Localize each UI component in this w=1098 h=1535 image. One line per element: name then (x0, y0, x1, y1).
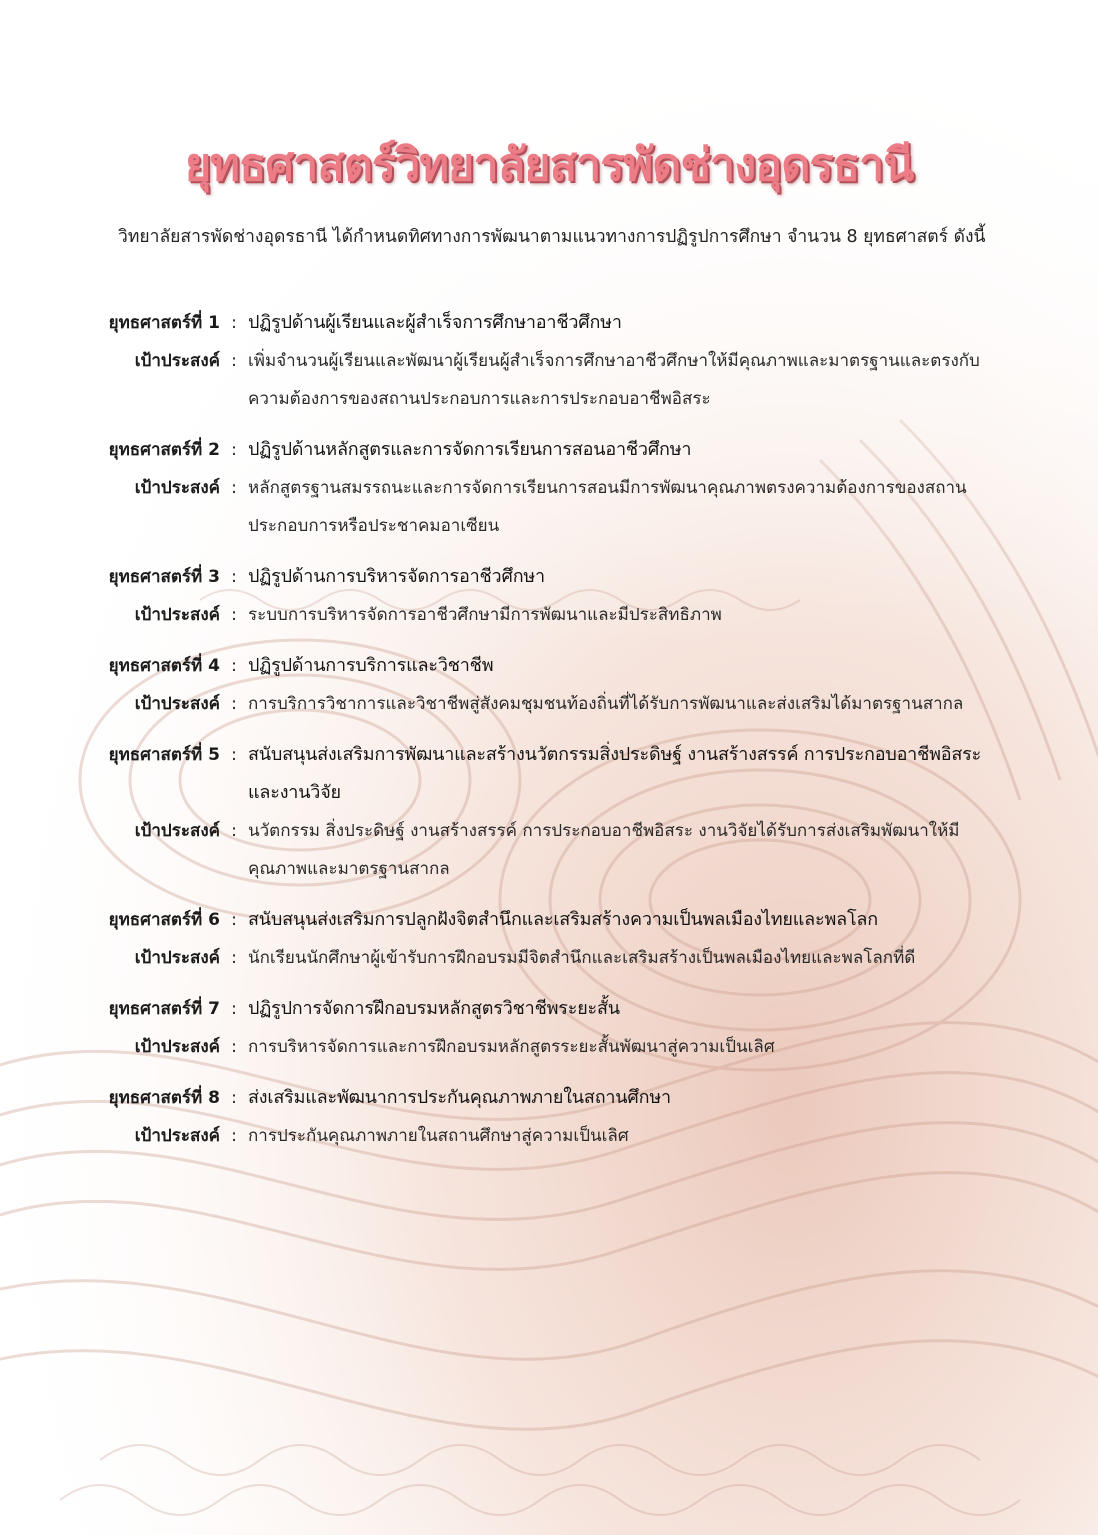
strategy-goal: นวัตกรรม สิ่งประดิษฐ์ งานสร้างสรรค์ การประกอบอาชีพอิสระ งานวิจัยได้รับการส่งเสริมพัฒนาให้มีคุณภาพและมาตรฐานสากล (248, 821, 960, 879)
colon: : (231, 745, 237, 765)
colon: : (231, 910, 237, 930)
strategy-list (82, 304, 1042, 1168)
goal-label: เป้าประสงค์ (134, 351, 220, 371)
strategy-label: ยุทธศาสตร์ที่ 1 (108, 313, 220, 333)
colon: : (231, 948, 237, 968)
colon: : (231, 656, 237, 676)
goal-label: เป้าประสงค์ (134, 478, 220, 498)
strategy-label: ยุทธศาสตร์ที่ 4 (108, 656, 220, 676)
strategy-goal: การบริการวิชาการและวิชาชีพสู่สังคมชุมชนท้องถิ่นที่ได้รับการพัฒนาและส่งเสริมได้มาตรฐานสากล (248, 694, 964, 714)
colon: : (231, 999, 237, 1019)
goal-label: เป้าประสงค์ (134, 1126, 220, 1146)
colon: : (231, 1126, 237, 1146)
colon: : (231, 1088, 237, 1108)
strategy-goal: ระบบการบริหารจัดการอาชีวศึกษามีการพัฒนาและมีประสิทธิภาพ (248, 605, 722, 625)
strategy-item (82, 647, 1042, 723)
strategy-label: ยุทธศาสตร์ที่ 8 (108, 1088, 220, 1108)
strategy-goal: การบริหารจัดการและการฝึกอบรมหลักสูตรระยะสั้นพัฒนาสู่ความเป็นเลิศ (248, 1037, 775, 1057)
strategy-label: ยุทธศาสตร์ที่ 5 (108, 745, 220, 765)
strategy-label: ยุทธศาสตร์ที่ 3 (108, 567, 220, 587)
strategy-title: ปฏิรูปด้านหลักสูตรและการจัดการเรียนการสอนอาชีวศึกษา (248, 439, 692, 460)
strategy-item (82, 1079, 1042, 1155)
strategy-title: ปฏิรูปด้านผู้เรียนและผู้สำเร็จการศึกษาอาชีวศึกษา (248, 312, 622, 333)
intro-text: วิทยาลัยสารพัดช่างอุดรธานี ได้กำหนดทิศทางการพัฒนาตามแนวทางการปฏิรูปการศึกษา จำนวน 8 ยุทธศาสตร์ ดังนี้ (118, 227, 986, 247)
strategy-title: ส่งเสริมและพัฒนาการประกันคุณภาพภายในสถานศึกษา (248, 1087, 671, 1108)
goal-label: เป้าประสงค์ (134, 605, 220, 625)
colon: : (231, 694, 237, 714)
strategy-label: ยุทธศาสตร์ที่ 7 (108, 999, 220, 1019)
colon: : (231, 821, 237, 841)
strategy-item (82, 901, 1042, 977)
strategy-goal: นักเรียนนักศึกษาผู้เข้ารับการฝึกอบรมมีจิตสำนึกและเสริมสร้างเป็นพลเมืองไทยและพลโลกที่ดี (248, 948, 916, 968)
goal-label: เป้าประสงค์ (134, 1037, 220, 1057)
strategy-title: สนับสนุนส่งเสริมการปลูกฝังจิตสำนึกและเสริมสร้างความเป็นพลเมืองไทยและพลโลก (248, 909, 878, 930)
strategy-label: ยุทธศาสตร์ที่ 2 (108, 440, 220, 460)
page-title: ยุทธศาสตร์วิทยาลัยสารพัดช่างอุดรธานี (184, 138, 914, 191)
goal-label: เป้าประสงค์ (134, 948, 220, 968)
strategy-item (82, 558, 1042, 634)
strategy-title: ปฏิรูปการจัดการฝึกอบรมหลักสูตรวิชาชีพระยะสั้น (248, 998, 620, 1019)
strategy-title: สนับสนุนส่งเสริมการพัฒนาและสร้างนวัตกรรมสิ่งประดิษฐ์ งานสร้างสรรค์ การประกอบอาชีพอิสระ และงานวิจัย (248, 744, 982, 803)
colon: : (231, 440, 237, 460)
goal-label: เป้าประสงค์ (134, 694, 220, 714)
colon: : (231, 605, 237, 625)
strategy-goal: การประกันคุณภาพภายในสถานศึกษาสู่ความเป็นเลิศ (248, 1126, 629, 1146)
goal-label: เป้าประสงค์ (134, 821, 220, 841)
strategy-item (82, 736, 1042, 888)
strategy-goal: หลักสูตรฐานสมรรถนะและการจัดการเรียนการสอนมีการพัฒนาคุณภาพตรงความต้องการของสถานประกอบการหรือประชาคมอาเซียน (248, 478, 967, 536)
colon: : (231, 567, 237, 587)
colon: : (231, 313, 237, 333)
strategy-title: ปฏิรูปด้านการบริการและวิชาชีพ (248, 655, 494, 676)
strategy-label: ยุทธศาสตร์ที่ 6 (108, 910, 220, 930)
colon: : (231, 1037, 237, 1057)
strategy-item (82, 431, 1042, 545)
colon: : (231, 478, 237, 498)
strategy-item (82, 990, 1042, 1066)
strategy-item (82, 304, 1042, 418)
strategy-goal: เพิ่มจำนวนผู้เรียนและพัฒนาผู้เรียนผู้สำเร็จการศึกษาอาชีวศึกษาให้มีคุณภาพและมาตรฐานและตรงกับความต้องการของสถานประกอบการและการประกอบอาชีพอิสระ (248, 351, 980, 409)
strategy-title: ปฏิรูปด้านการบริหารจัดการอาชีวศึกษา (248, 566, 545, 587)
intro-paragraph (62, 222, 1022, 252)
colon: : (231, 351, 237, 371)
